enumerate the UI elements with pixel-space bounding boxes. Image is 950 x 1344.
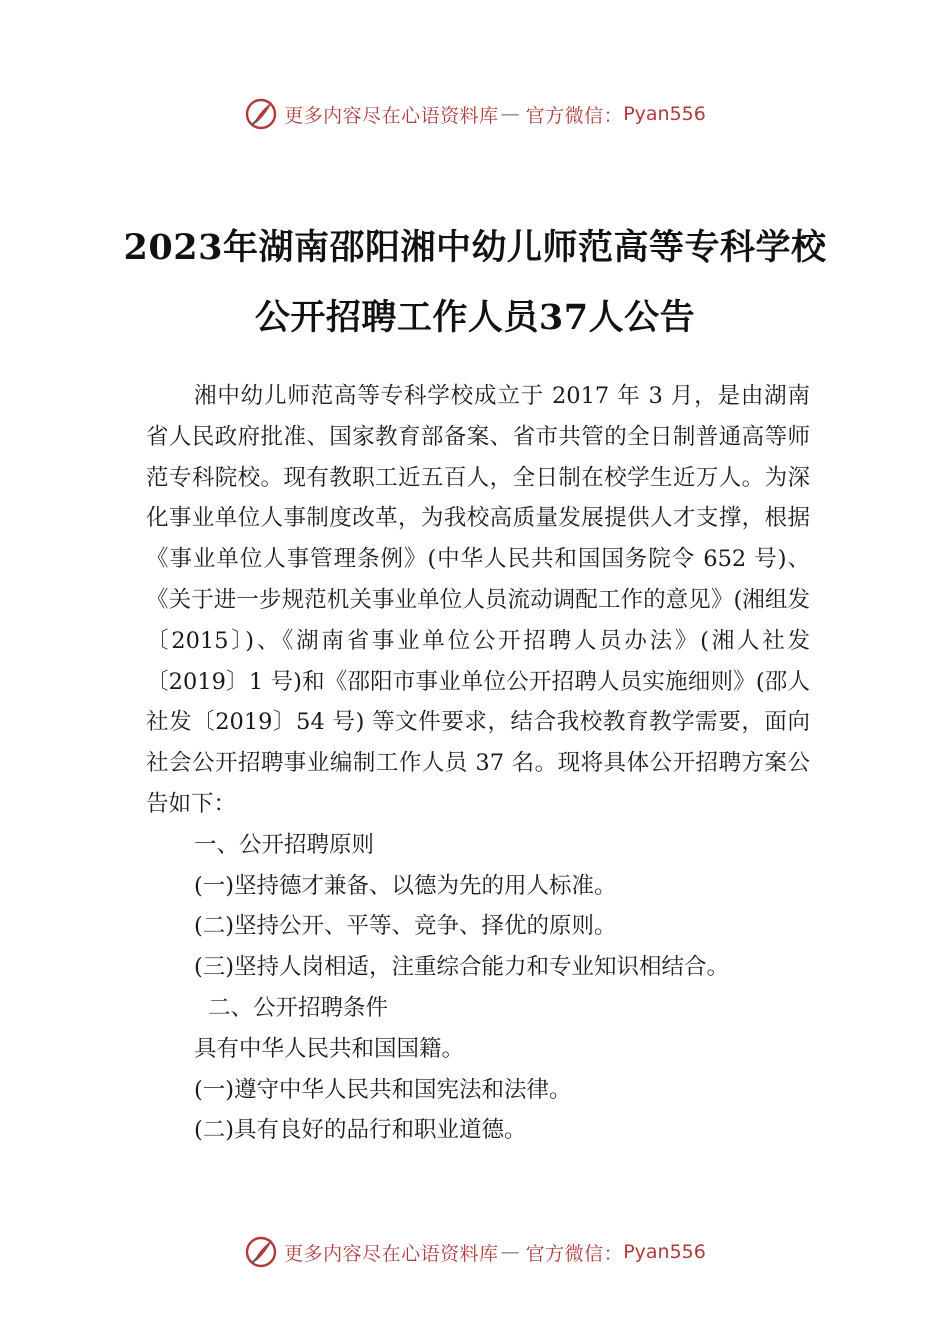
document-title: 2023年湖南邵阳湘中幼儿师范高等专科学校公开招聘工作人员37人公告 [123,227,827,339]
banner-separator: — [500,1241,520,1263]
banner-separator: — [500,103,520,125]
header-watermark-banner [0,94,950,134]
banner-account-id: Pyan556 [623,103,706,125]
section2-item-1: (一)遵守中华人民共和国宪法和法律。 [194,1076,572,1103]
section1-item-2: (二)坚持公开、平等、竞争、择优的原则。 [194,913,617,940]
quill-logo-icon [244,97,278,131]
section1-heading: 一、公开招聘原则 [194,831,375,858]
banner-account-id: Pyan556 [623,1241,706,1263]
banner-text: 更多内容尽在心语资料库 [284,1242,499,1265]
document-body [146,376,810,1151]
section1-item-3: (三)坚持人岗相适，注重综合能力和专业知识相结合。 [194,954,730,981]
banner-text: 更多内容尽在心语资料库 [284,104,499,127]
section2-lead: 具有中华人民共和国国籍。 [194,1035,465,1062]
section1-item-1: (一)坚持德才兼备、以德为先的用人标准。 [194,872,617,899]
footer-watermark-banner [0,1232,950,1272]
quill-logo-icon [244,1235,278,1269]
intro-paragraph: 湘中幼儿师范高等专科学校成立于 2017 年 3 月，是由湖南省人民政府批准、国家教育部备案、省市共管的全日制普通高等师范专科院校。现有教职工近五百人，全日制在校学生近万人。为深化事业单位人事制度改革，为我校高质量发展提供人才支撑，根据《事业单位人事管理条例》(中华人民共和国国务院令 652 号)、《关于进一步规范机关事业单位人员流动调配工作的意见》(湘组发〔2015〕)、《湖南省事业单位公开招聘人员办法》(湘人社发〔2019〕1 号)和《邵阳市事业单位公开招聘人员实施细则》(邵人社发〔2019〕54 号) 等文件要求，结合我校教育教学需要，面向社会公开招聘事业编制工作人员 37 名。现将具体公开招聘方案公告如下： [146,383,810,817]
section2-item-2: (二)具有良好的品行和职业道德。 [194,1117,527,1144]
banner-account-label: 官方微信： [525,104,624,127]
banner-account-label: 官方微信： [525,1242,624,1265]
section2-heading: 二、公开招聘条件 [208,994,389,1021]
